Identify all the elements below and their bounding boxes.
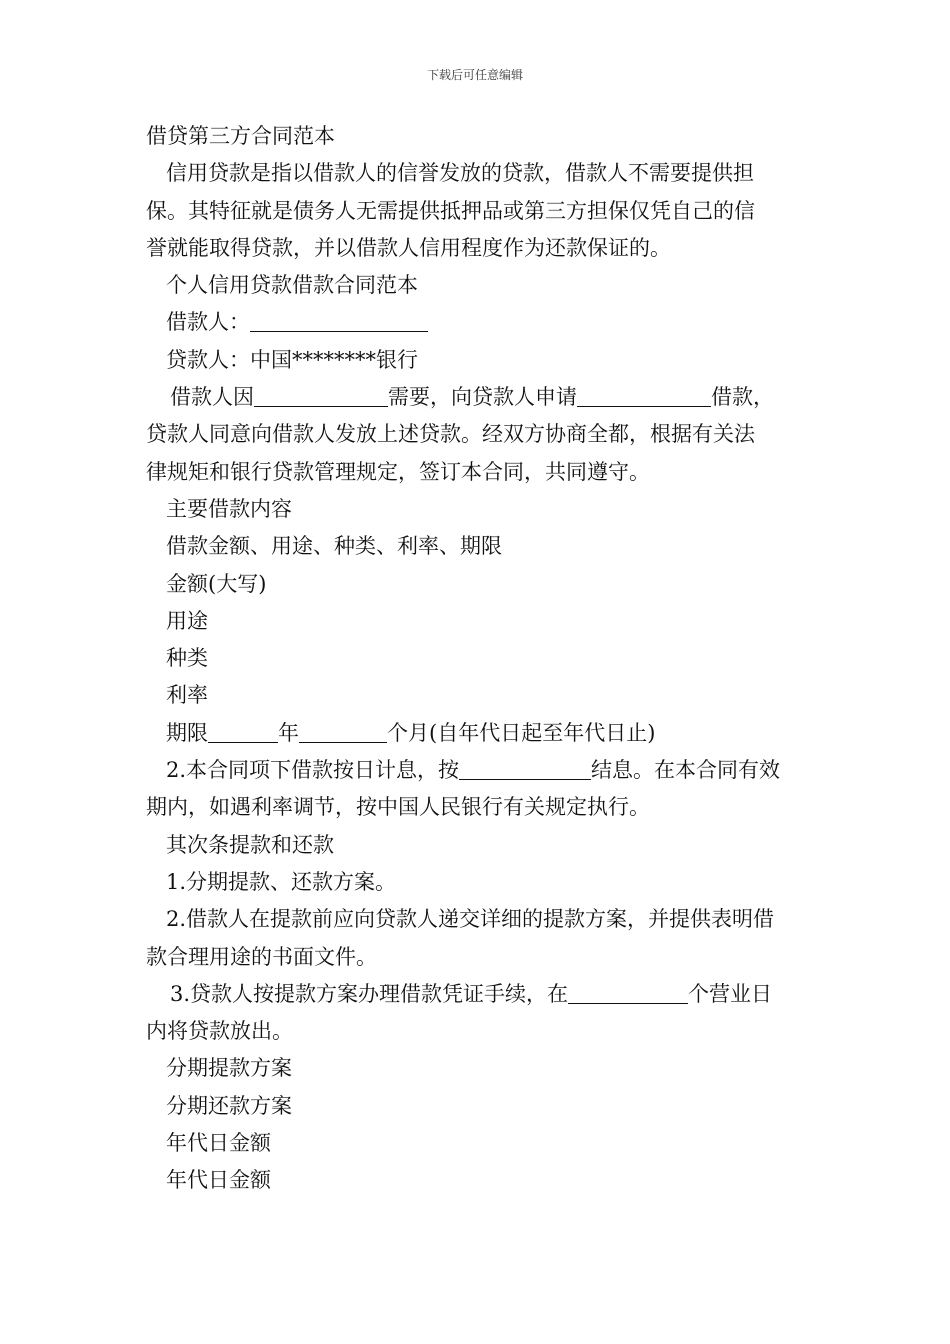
- term-years-blank[interactable]: [208, 720, 278, 743]
- term-month-unit: 个月(自年代日起至年代日止): [387, 720, 656, 745]
- plan-draw: 分期提款方案: [166, 1056, 292, 1081]
- doc-title: 借贷第三方合同范本: [146, 124, 335, 148]
- provision-3-line-2: 内将贷款放出。: [146, 1019, 293, 1044]
- reason-blank[interactable]: [254, 384, 388, 407]
- provision-3-line-1: [146, 976, 806, 1013]
- date-amount-1: 年代日金额: [166, 1131, 271, 1156]
- item-kind: 种类: [166, 646, 208, 671]
- page-header-note: 下载后可任意编辑: [426, 68, 523, 82]
- items-header: 借款金额、用途、种类、利率、期限: [166, 534, 502, 559]
- intro-line-2: 保。其特征就是债务人无需提供抵押品或第三方担保仅凭自己的信: [146, 198, 755, 223]
- clause2-line-2: 期内，如遇利率调节，按中国人民银行有关规定执行。: [146, 795, 650, 820]
- para1-line-3: 律规矩和银行贷款管理规定，签订本合同，共同遵守。: [146, 459, 650, 484]
- contract-subtitle: 个人信用贷款借款合同范本: [166, 273, 418, 298]
- provision-1: 1.分期提款、还款方案。: [166, 869, 397, 894]
- plan-repay: 分期还款方案: [166, 1093, 292, 1118]
- para1-text-a: 借款人因: [170, 385, 254, 410]
- borrower-blank[interactable]: [250, 309, 428, 332]
- item-purpose: 用途: [166, 608, 208, 633]
- intro-line-1: 信用贷款是指以借款人的信誉发放的贷款，借款人不需要提供担: [166, 161, 754, 186]
- document-body: [146, 118, 806, 1200]
- term-year-unit: 年: [278, 720, 299, 745]
- clause2-text-b: 结息。在本合同有效: [591, 758, 781, 783]
- provision-2-line-1: 2.借款人在提款前应向贷款人递交详细的提款方案，并提供表明借: [166, 907, 775, 932]
- term-months-blank[interactable]: [299, 720, 387, 743]
- intro-line-3: 誉就能取得贷款，并以借款人信用程度作为还款保证的。: [146, 235, 671, 260]
- loan-type-blank[interactable]: [577, 384, 711, 407]
- interest-settlement-blank[interactable]: [459, 757, 591, 780]
- date-amount-2: 年代日金额: [166, 1168, 271, 1193]
- item-rate: 利率: [166, 683, 208, 708]
- item-term: [146, 715, 806, 752]
- para1-line-1: [146, 379, 806, 416]
- section-main-content: 主要借款内容: [166, 496, 292, 521]
- provision-2-line-2: 款合理用途的书面文件。: [146, 944, 377, 969]
- para1-text-c: 借款，: [711, 385, 774, 410]
- lender-line: 贷款人：中国********银行: [166, 347, 418, 372]
- clause2-text-a: 2.本合同项下借款按日计息，按: [166, 758, 460, 783]
- business-days-blank[interactable]: [568, 981, 688, 1004]
- provision-3-text-a: 3.贷款人按提款方案办理借款凭证手续，在: [170, 981, 569, 1006]
- para1-line-2: 贷款人同意向借款人发放上述贷款。经双方协商全都，根据有关法: [146, 422, 755, 447]
- borrower-label: 借款人：: [166, 310, 250, 335]
- clause2-line-1: [146, 752, 806, 789]
- term-label: 期限: [166, 720, 208, 745]
- item-amount: 金额(大写): [166, 571, 267, 596]
- para1-text-b: 需要，向贷款人申请: [388, 385, 577, 410]
- provision-3-text-b: 个营业日: [688, 981, 773, 1006]
- section-second: 其次条提款和还款: [166, 832, 334, 857]
- borrower-line: [146, 304, 806, 341]
